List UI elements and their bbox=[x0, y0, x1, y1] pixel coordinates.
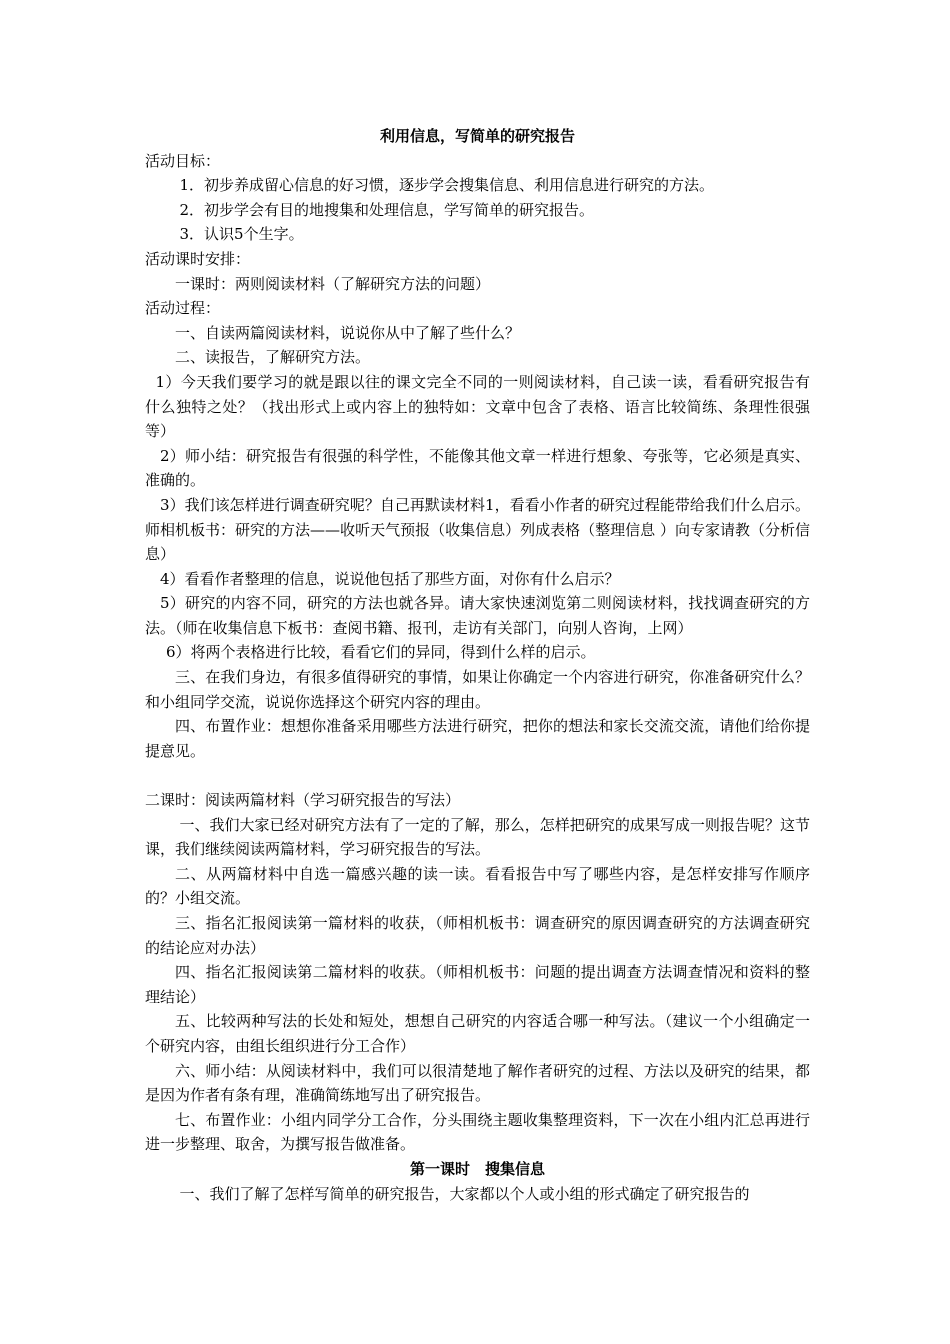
goal-item: 1．初步养成留心信息的好习惯，逐步学会搜集信息、利用信息进行研究的方法。 bbox=[179, 176, 715, 195]
lesson2-step: 一、我们大家已经对研究方法有了一定的了解，那么，怎样把研究的成果写成一则报告呢？这节课，我们继续阅读两篇材料，学习研究报告的写法。 bbox=[145, 815, 810, 859]
schedule-heading: 活动课时安排： bbox=[145, 249, 251, 268]
lesson1-step: 三、在我们身边，有很多值得研究的事情，如果让你确定一个内容进行研究，你准备研究什么？和小组同学交流，说说你选择这个研究内容的理由。 bbox=[145, 668, 810, 711]
lesson1-step: 4）看看作者整理的信息，说说他包括了那些方面，对你有什么启示？ bbox=[160, 569, 620, 588]
goal-item: 2．初步学会有目的地搜集和处理信息，学写简单的研究报告。 bbox=[179, 200, 595, 219]
lesson1-step: 一、自读两篇阅读材料，说说你从中了解了些什么？ bbox=[175, 323, 521, 342]
lesson2-step: 五、比较两种写法的长处和短处，想想自己研究的内容适合哪一种写法。（建议一个小组确定一个研究内容，由组长组织进行分工合作） bbox=[145, 1012, 810, 1055]
document-body bbox=[145, 124, 810, 1206]
goal-item: 3．认识5个生字。 bbox=[179, 225, 304, 244]
lesson1-step: 二、读报告，了解研究方法。 bbox=[175, 348, 371, 367]
lesson1-line: 一课时：两则阅读材料（了解研究方法的问题） bbox=[175, 274, 491, 293]
lesson1-step: 四、布置作业：想想你准备采用哪些方法进行研究，把你的想法和家长交流交流，请他们给你提提意见。 bbox=[145, 717, 810, 760]
lesson1-step: 6）将两个表格进行比较，看看它们的异同，得到什么样的启示。 bbox=[166, 643, 596, 662]
lesson2-step: 四、指名汇报阅读第二篇材料的收获。（师相机板书：问题的提出调查方法调查情况和资料的整理结论） bbox=[145, 963, 810, 1006]
lesson2-step: 三、指名汇报阅读第一篇材料的收获，（师相机板书：调查研究的原因调查研究的方法调查研究的结论应对办法） bbox=[145, 914, 810, 957]
lesson1-step: 5）研究的内容不同，研究的方法也就各异。请大家快速浏览第二则阅读材料，找找调查研究的方法。（师在收集信息下板书：查阅书籍、报刊，走访有关部门，向别人咨询，上网） bbox=[145, 594, 810, 637]
lesson2-line: 二课时：阅读两篇材料（学习研究报告的写法） bbox=[145, 791, 461, 810]
document-title: 利用信息，写简单的研究报告 bbox=[379, 127, 575, 145]
goals-heading: 活动目标： bbox=[145, 151, 221, 170]
lesson3-title: 第一课时 搜集信息 bbox=[409, 1159, 545, 1178]
lesson1-step: 1）今天我们要学习的就是跟以往的课文完全不同的一则阅读材料，自己读一读，看看研究报告有什么独特之处？（找出形式上或内容上的独特如：文章中包含了表格、语言比较简练、条理性很强等） bbox=[145, 372, 810, 441]
lesson2-step: 六、师小结：从阅读材料中，我们可以很清楚地了解作者研究的过程、方法以及研究的结果，都是因为作者有条有理，准确简练地写出了研究报告。 bbox=[145, 1061, 810, 1105]
lesson1-step: 2）师小结：研究报告有很强的科学性，不能像其他文章一样进行想象、夸张等，它必须是真实、准确的。 bbox=[145, 446, 810, 490]
lesson1-step: 3）我们该怎样进行调查研究呢？自己再默读材料1，看看小作者的研究过程能带给我们什么启示。师相机板书：研究的方法——收听天气预报（收集信息）列成表格（整理信息 ）向专家请教（分析信息） bbox=[145, 495, 810, 564]
lesson2-step: 二、从两篇材料中自选一篇感兴趣的读一读。看看报告中写了哪些内容，是怎样安排写作顺序的？小组交流。 bbox=[145, 864, 810, 908]
lesson2-step: 七、布置作业：小组内同学分工合作，分头围绕主题收集整理资料，下一次在小组内汇总再进行进一步整理、取舍，为撰写报告做准备。 bbox=[145, 1110, 810, 1154]
lesson3-step: 一、我们了解了怎样写简单的研究报告，大家都以个人或小组的形式确定了研究报告的 bbox=[179, 1184, 750, 1203]
process-heading: 活动过程： bbox=[145, 299, 221, 318]
